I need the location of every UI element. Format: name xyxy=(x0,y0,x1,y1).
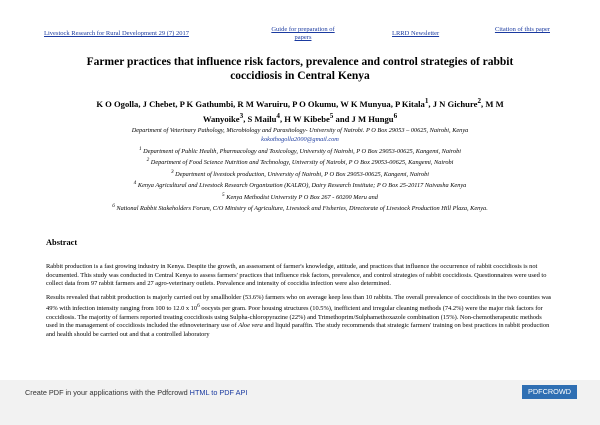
top-navigation xyxy=(44,26,550,48)
sup-2: 2 xyxy=(477,97,482,105)
pdfcrowd-footer xyxy=(0,380,600,425)
authors-line2d: and J M Hungu xyxy=(333,113,394,124)
affiliation-4: $^4$ Kenya Agricultural and Livestock Research Organization (KALRO), Dairy Research Institute; P O Box 25-20117 Naivasha Kenya xyxy=(133,180,467,190)
paper-title: Farmer practices that influence risk factors, prevalence and control strategies of rabbit coccidiosis in Central Kenya xyxy=(86,56,514,82)
authors-line2c: , H W Kibebe xyxy=(279,113,330,124)
abstract-paragraph-1: Rabbit production is a fast growing industry in Kenya. Despite the growth, an assessment of farmer's knowledge, attitude, and practices that influence the occurrence of rabbit coccidiosis is not documented. This study was conducted in Central Kenya to assess farmers' practices that influence risk factors, prevalence, and control strategies of rabbit coccidiosis. Questionnaires were used to collect data from 97 rabbit farmers and 27 agro-veterinary outlets. Prevalence and intensity of coccidia infection were also determined. xyxy=(46,263,547,287)
affiliation-3: $^3$ Department of livestock production, University of Nairobi, P O Box 29053-00625, Kangemi, Nairobi xyxy=(170,168,430,178)
authors-line2a: Wanyoike xyxy=(202,113,240,124)
sup-6: 6 xyxy=(393,111,398,120)
affiliation-2: $^2$ Department of Food Science Nutrition and Technology, University of Nairobi, P O Box 29053-00625, Kangemi, Nairobi xyxy=(146,157,454,167)
authors-mid: , J N Gichure xyxy=(428,98,478,109)
abstract-body xyxy=(46,263,554,344)
pdfcrowd-button[interactable]: PDFCROWD xyxy=(522,385,577,399)
authors-line2b: , S Mailu xyxy=(243,113,277,124)
affiliation-1: $^1$ Department of Public Health, Pharmacology and Toxicology, University of Nairobi, P O Box 29053-00625, Kangemi, Nairobi xyxy=(138,145,462,155)
abstract-paragraph-2: Results revealed that rabbit production is majorly carried out by smallholder (53.6%) farmers who on average keep less than 10 rabbits. The overall prevalence of coccidiosis in the two counties was 49% with infection intensity ranging from 100 to 12.0 x $10^6$ oocysts per gram. Poor housing structures (10.5%), inefficient and irregular cleaning methods (74.2%) were the major risk factors for coccidiosis. The majority of farmers reported treating coccidiosis using Sulpha-chloropyrazine (22%) and Trimethoprim/Sulphamethoxazole combination (15%). Non-chemotherapeutic methods used in the management of coccidiosis included the ethnoveterinary use of Aloe vera and liquid paraffin. The study recommends that strategic farmers' training on best practices in rabbit production and health should be carried out and that a controlled laboratory xyxy=(46,293,552,338)
newsletter-link[interactable]: LRRD Newsletter xyxy=(392,30,440,37)
authors-line1: K O Ogolla, J Chebet, P K Gathumbi, R M Waruiru, P O Okumu, W K Munyua, P Kitala xyxy=(96,98,425,109)
citation-link[interactable]: Citation of this paper xyxy=(494,26,550,33)
journal-link[interactable]: Livestock Research for Rural Development 29 (7) 2017 xyxy=(44,30,189,37)
sup-4: 4 xyxy=(276,111,280,120)
sup-3: 3 xyxy=(239,111,244,120)
sup-5: 5 xyxy=(329,111,334,120)
affiliation-6: $^6$ National Rabbit Stakeholders Forum, C/O Ministry of Agriculture, Livestock and Fisheries, Directorate of Livestock Production Hill Plaza, Kenya. xyxy=(112,203,488,213)
authors-tail: , M M xyxy=(481,98,504,109)
html-to-pdf-link[interactable]: HTML to PDF API xyxy=(189,388,248,397)
sup-1: 1 xyxy=(424,97,429,105)
guide-link[interactable]: Guide for preparation of papers xyxy=(271,26,335,41)
author-list xyxy=(60,95,540,125)
footer-text: Create PDF in your applications with the Pdfcrowd HTML to PDF API xyxy=(25,388,248,397)
affiliations xyxy=(40,126,560,214)
affiliation-main: Department of Veterinary Pathology, Microbiology and Parasitology- University of Nairobi. P O Box 29053 – 00625, Nairobi, Kenya xyxy=(131,127,469,134)
email-link[interactable]: kokothogolla2000@gmail.com xyxy=(261,136,339,144)
affiliation-5: $^5$ Kenya Methodist University P O Box 267 - 60200 Meru and xyxy=(222,191,378,201)
abstract-heading: Abstract xyxy=(46,238,78,247)
